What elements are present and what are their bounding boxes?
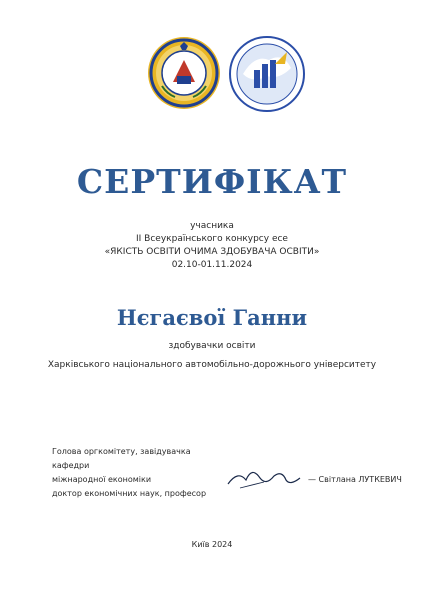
signatory-line-2: міжнародної економіки: [52, 475, 152, 484]
contest-line: II Всеукраїнського конкурсу есе: [136, 234, 288, 244]
place-year: Київ 2024: [191, 540, 233, 549]
university-emblem-icon: [147, 36, 221, 110]
signatory-line-1: Голова оргкомітету, завідувачка кафедри: [52, 447, 191, 470]
recipient-role: здобувачки освіти: [168, 341, 256, 351]
signatory-block: [52, 445, 212, 501]
signatory-name: — Світлана ЛУТКЕВИЧ: [308, 475, 402, 484]
signatory-line-3: доктор економічних наук, професор: [52, 489, 207, 498]
certificate-title: СЕРТИФІКАТ: [76, 162, 348, 201]
participant-label: учасника: [190, 221, 234, 231]
recipient-name: Нєгаєвої Ганни: [116, 305, 308, 330]
participant-block: [0, 220, 424, 272]
contest-dates: 02.10-01.11.2024: [171, 260, 253, 270]
signature-icon: [224, 460, 304, 494]
department-emblem-icon: [229, 34, 305, 114]
university-name: Харківського національного автомобільно-дорожнього університету: [47, 360, 377, 370]
contest-name: «ЯКІСТЬ ОСВІТИ ОЧИМА ЗДОБУВАЧА ОСВІТИ»: [104, 247, 320, 257]
logos-row: [0, 28, 424, 124]
